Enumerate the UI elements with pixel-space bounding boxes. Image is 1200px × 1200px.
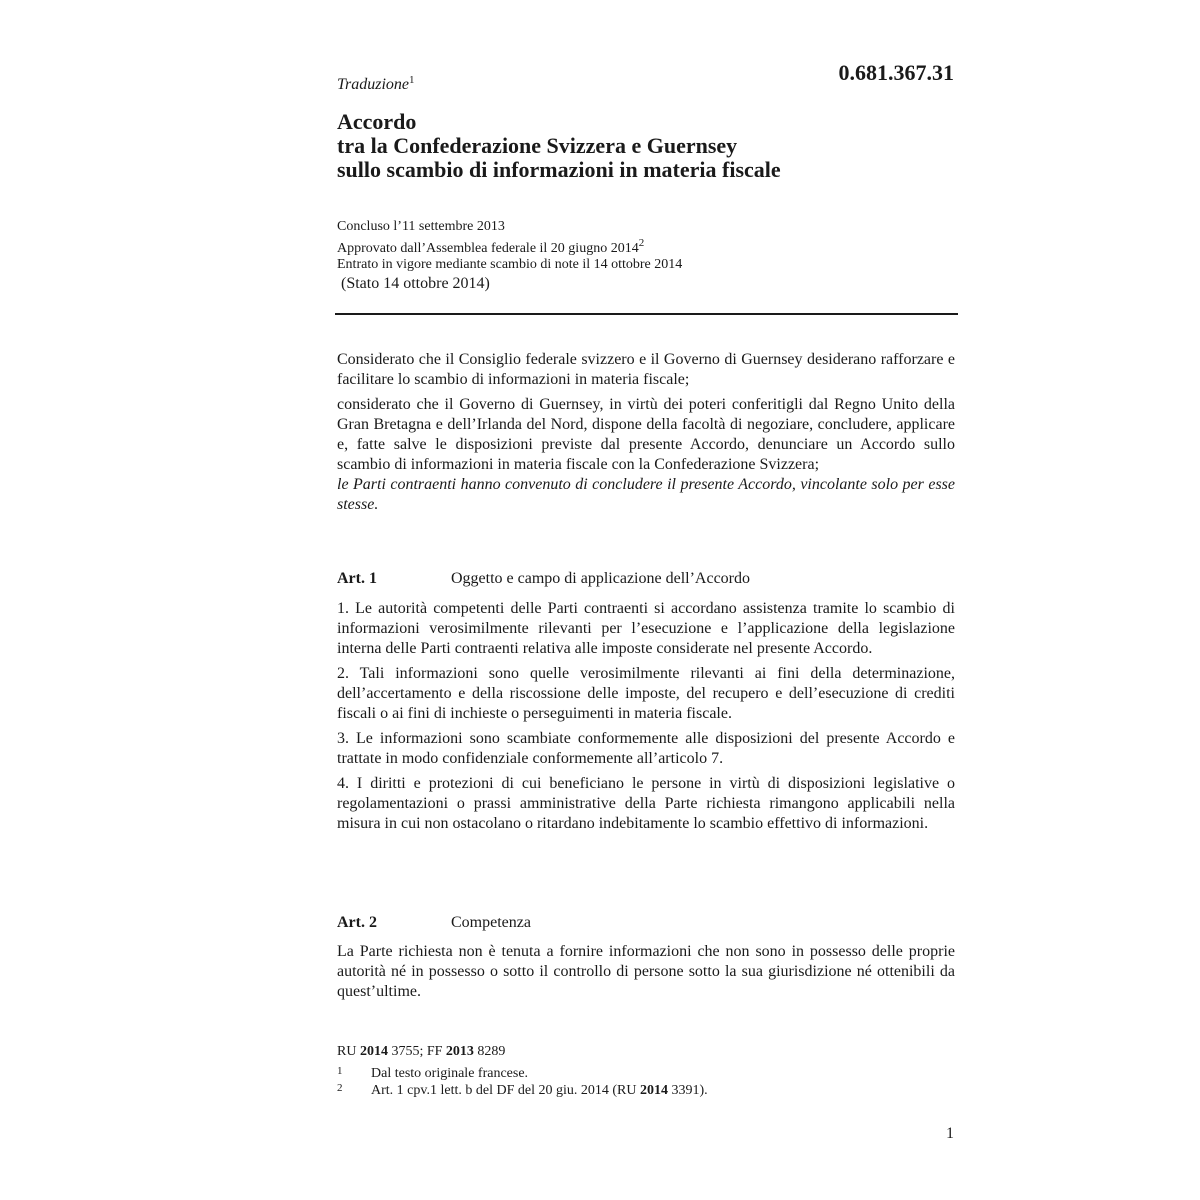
article-1-paragraph-4: 4. I diritti e protezioni di cui beneficiano le persone in virtù di disposizioni legislative o regolamentazioni o prassi amministrative della Parte richiesta rimangono applicabili nella misura in cui non ostacolano o ritardano indebitamente lo scambio effettivo di informazioni. [337,775,955,832]
header-divider [335,313,958,315]
article-1-heading [337,570,957,588]
concluded-date: Concluso l’11 settembre 2013 [337,219,505,234]
footnote-2-text-b: 3391). [671,1083,708,1098]
ff-page: 8289 [477,1044,506,1059]
ru-year: 2014 [359,1044,388,1059]
article-1-title: Oggetto e campo di applicazione dell’Accordo [451,570,750,587]
footnote-ref-2[interactable]: 2 [638,237,645,249]
status-date: (Stato 14 ottobre 2014) [341,275,490,292]
ru-page: 3755; FF [391,1044,443,1059]
footnote-2-year: 2014 [639,1083,668,1098]
approved-text: Approvato dall’Assemblea federale il 20 giugno 2014 [337,241,639,256]
preamble [337,350,955,520]
footnote-2-number: 2 [337,1082,343,1094]
article-1-number: Art. 1 [337,570,377,587]
article-1-paragraph-1: 1. Le autorità competenti delle Parti contraenti si accordano assistenza tramite lo scambio di informazioni verosimilmente rilevanti per l’esecuzione e l’applicazione della legislazione interna delle Parti contraenti relativa alle imposte considerate nel presente Accordo. [337,600,955,657]
preamble-paragraph-1: Considerato che il Consiglio federale svizzero e il Governo di Guernsey desiderano rafforzare e facilitare lo scambio di informazioni in materia fiscale; [337,351,955,388]
title-line-2: tra la Confederazione Svizzera e Guernsey [337,133,738,158]
title-line-3: sullo scambio di informazioni in materia fiscale [337,157,781,182]
article-2-paragraph-1: La Parte richiesta non è tenuta a fornire informazioni che non sono in possesso delle proprie autorità né in possesso o sotto il controllo di persone sotto la sua giurisdizione né ottenibili da quest’ultime. [337,943,955,1000]
article-2-body [337,942,955,1007]
sr-number: 0.681.367.31 [838,60,954,85]
page-number: 1 [946,1125,954,1142]
title-line-1: Accordo [337,109,417,134]
official-reference [337,1044,505,1060]
translation-text: Traduzione [337,76,410,93]
ff-year: 2013 [445,1044,474,1059]
article-1-body [337,599,955,839]
footnote-2-text-a: Art. 1 cpv.1 lett. b del DF del 20 giu. 2014 (RU [371,1083,637,1098]
translation-label [337,74,415,94]
ru-label: RU [337,1044,357,1059]
article-2-number: Art. 2 [337,914,377,931]
approved-date [337,235,957,257]
preamble-paragraph-3: le Parti contraenti hanno convenuto di concludere il presente Accordo, vincolante solo per esse stesse. [337,476,955,513]
article-1-paragraph-2: 2. Tali informazioni sono quelle verosimilmente rilevanti ai fini della determinazione, dell’accertamento e della riscossione delle imposte, del recupero e dell’esecuzione di crediti fiscali o ai fini di inchieste o perseguimenti in materia fiscale. [337,665,955,722]
article-2-title: Competenza [451,914,531,931]
article-1-paragraph-3: 3. Le informazioni sono scambiate conformemente alle disposizioni del presente Accordo e trattate in modo confidenziale conformemente all’articolo 7. [337,730,955,767]
preamble-paragraph-2: considerato che il Governo di Guernsey, in virtù dei poteri conferitigli dal Regno Unito della Gran Bretagna e dell’Irlanda del Nord, dispone della facoltà di negoziare, concludere, applicare e, fatte salve le disposizioni previste dal presente Accordo, denunciare un Accordo sullo scambio di informazioni in materia fiscale con la Confederazione Svizzera; [337,396,955,473]
footnote-ref-1[interactable]: 1 [409,74,415,86]
in-force-date: Entrato in vigore mediante scambio di note il 14 ottobre 2014 [337,257,683,272]
document-dates [337,219,957,273]
footnote-1-text: Dal testo originale francese. [371,1066,529,1081]
article-2-heading [337,914,957,932]
document-title [337,110,957,182]
footnote-2 [337,1080,708,1099]
footnote-1-number: 1 [337,1065,343,1077]
